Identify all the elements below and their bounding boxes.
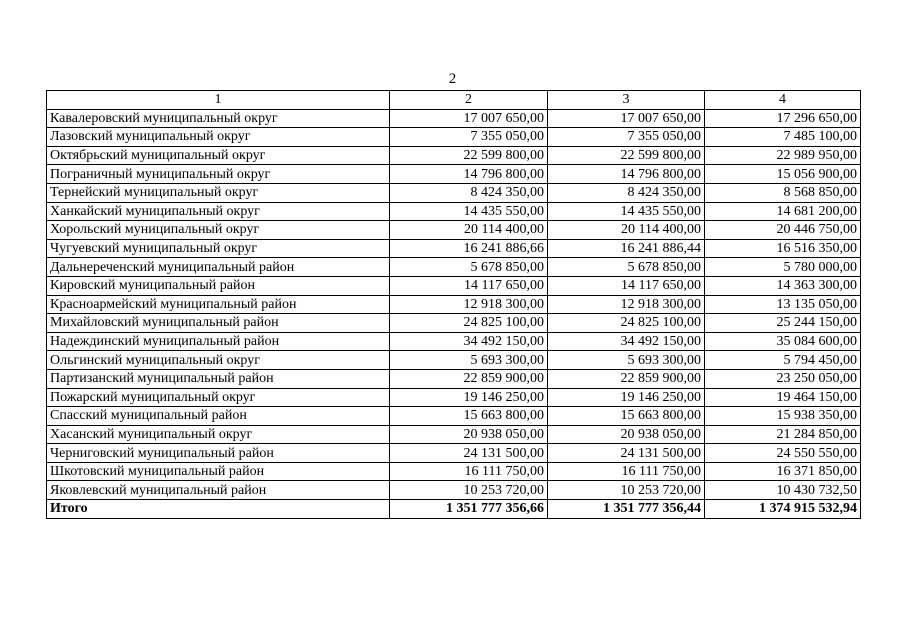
value-col-3: 14 435 550,00 <box>548 202 705 221</box>
column-header-2: 2 <box>390 91 548 110</box>
value-col-4: 16 371 850,00 <box>705 462 861 481</box>
value-col-3: 12 918 300,00 <box>548 295 705 314</box>
table-row <box>47 481 861 500</box>
table-row <box>47 462 861 481</box>
municipality-name: Спасский муниципальный район <box>47 407 390 426</box>
value-col-2: 17 007 650,00 <box>390 109 548 128</box>
value-col-3: 8 424 350,00 <box>548 183 705 202</box>
table-row <box>47 165 861 184</box>
municipality-name: Дальнереченский муниципальный район <box>47 258 390 277</box>
value-col-4: 16 516 350,00 <box>705 239 861 258</box>
value-col-3: 7 355 050,00 <box>548 128 705 147</box>
value-col-2: 8 424 350,00 <box>390 183 548 202</box>
municipality-name: Пограничный муниципальный округ <box>47 165 390 184</box>
table-row <box>47 351 861 370</box>
municipality-name: Хасанский муниципальный округ <box>47 425 390 444</box>
value-col-3: 16 241 886,44 <box>548 239 705 258</box>
total-col-2: 1 351 777 356,66 <box>390 500 548 519</box>
total-row <box>47 500 861 519</box>
table-row <box>47 221 861 240</box>
value-col-2: 22 599 800,00 <box>390 146 548 165</box>
value-col-4: 35 084 600,00 <box>705 332 861 351</box>
value-col-3: 19 146 250,00 <box>548 388 705 407</box>
value-col-4: 8 568 850,00 <box>705 183 861 202</box>
table-row <box>47 295 861 314</box>
value-col-2: 7 355 050,00 <box>390 128 548 147</box>
value-col-2: 14 435 550,00 <box>390 202 548 221</box>
value-col-3: 17 007 650,00 <box>548 109 705 128</box>
value-col-3: 16 111 750,00 <box>548 462 705 481</box>
value-col-4: 24 550 550,00 <box>705 444 861 463</box>
value-col-3: 5 693 300,00 <box>548 351 705 370</box>
table-row <box>47 369 861 388</box>
value-col-4: 23 250 050,00 <box>705 369 861 388</box>
value-col-4: 5 794 450,00 <box>705 351 861 370</box>
table-row <box>47 146 861 165</box>
municipality-name: Ханкайский муниципальный округ <box>47 202 390 221</box>
municipality-name: Чугуевский муниципальный округ <box>47 239 390 258</box>
value-col-2: 15 663 800,00 <box>390 407 548 426</box>
value-col-4: 10 430 732,50 <box>705 481 861 500</box>
table-row <box>47 388 861 407</box>
municipality-name: Ольгинский муниципальный округ <box>47 351 390 370</box>
table-row <box>47 183 861 202</box>
value-col-3: 15 663 800,00 <box>548 407 705 426</box>
municipality-name: Красноармейский муниципальный район <box>47 295 390 314</box>
municipality-name: Яковлевский муниципальный район <box>47 481 390 500</box>
table-row <box>47 202 861 221</box>
table-row <box>47 276 861 295</box>
value-col-4: 13 135 050,00 <box>705 295 861 314</box>
municipality-name: Надеждинский муниципальный район <box>47 332 390 351</box>
value-col-2: 19 146 250,00 <box>390 388 548 407</box>
value-col-2: 16 111 750,00 <box>390 462 548 481</box>
value-col-4: 14 363 300,00 <box>705 276 861 295</box>
value-col-3: 20 114 400,00 <box>548 221 705 240</box>
value-col-2: 14 796 800,00 <box>390 165 548 184</box>
value-col-2: 22 859 900,00 <box>390 369 548 388</box>
value-col-4: 25 244 150,00 <box>705 314 861 333</box>
municipality-name: Михайловский муниципальный район <box>47 314 390 333</box>
value-col-2: 14 117 650,00 <box>390 276 548 295</box>
total-col-3: 1 351 777 356,44 <box>548 500 705 519</box>
column-header-1: 1 <box>47 91 390 110</box>
table-row <box>47 407 861 426</box>
table-row <box>47 258 861 277</box>
table-row <box>47 444 861 463</box>
value-col-3: 24 825 100,00 <box>548 314 705 333</box>
value-col-4: 17 296 650,00 <box>705 109 861 128</box>
value-col-3: 20 938 050,00 <box>548 425 705 444</box>
value-col-2: 20 114 400,00 <box>390 221 548 240</box>
value-col-2: 5 693 300,00 <box>390 351 548 370</box>
value-col-2: 16 241 886,66 <box>390 239 548 258</box>
total-label: Итого <box>47 500 390 519</box>
table-row <box>47 332 861 351</box>
budget-table <box>46 90 861 519</box>
table-row <box>47 128 861 147</box>
value-col-3: 5 678 850,00 <box>548 258 705 277</box>
total-col-4: 1 374 915 532,94 <box>705 500 861 519</box>
value-col-4: 7 485 100,00 <box>705 128 861 147</box>
municipality-name: Кавалеровский муниципальный округ <box>47 109 390 128</box>
value-col-2: 12 918 300,00 <box>390 295 548 314</box>
table-row <box>47 314 861 333</box>
municipality-name: Лазовский муниципальный округ <box>47 128 390 147</box>
municipality-name: Пожарский муниципальный округ <box>47 388 390 407</box>
value-col-4: 15 938 350,00 <box>705 407 861 426</box>
value-col-3: 22 599 800,00 <box>548 146 705 165</box>
municipality-name: Октябрьский муниципальный округ <box>47 146 390 165</box>
municipality-name: Тернейский муниципальный округ <box>47 183 390 202</box>
value-col-4: 19 464 150,00 <box>705 388 861 407</box>
column-number-row <box>47 91 861 110</box>
municipality-name: Партизанский муниципальный район <box>47 369 390 388</box>
value-col-3: 14 117 650,00 <box>548 276 705 295</box>
column-header-4: 4 <box>705 91 861 110</box>
municipality-name: Кировский муниципальный район <box>47 276 390 295</box>
municipality-name: Хорольский муниципальный округ <box>47 221 390 240</box>
value-col-3: 14 796 800,00 <box>548 165 705 184</box>
value-col-2: 24 131 500,00 <box>390 444 548 463</box>
municipality-name: Шкотовский муниципальный район <box>47 462 390 481</box>
table-body <box>47 109 861 518</box>
municipality-name: Черниговский муниципальный район <box>47 444 390 463</box>
value-col-4: 22 989 950,00 <box>705 146 861 165</box>
value-col-3: 10 253 720,00 <box>548 481 705 500</box>
value-col-4: 20 446 750,00 <box>705 221 861 240</box>
value-col-2: 10 253 720,00 <box>390 481 548 500</box>
value-col-4: 5 780 000,00 <box>705 258 861 277</box>
table-row <box>47 109 861 128</box>
value-col-2: 34 492 150,00 <box>390 332 548 351</box>
value-col-3: 24 131 500,00 <box>548 444 705 463</box>
value-col-3: 34 492 150,00 <box>548 332 705 351</box>
page-number: 2 <box>448 71 457 87</box>
table-row <box>47 425 861 444</box>
value-col-2: 20 938 050,00 <box>390 425 548 444</box>
value-col-4: 21 284 850,00 <box>705 425 861 444</box>
value-col-2: 24 825 100,00 <box>390 314 548 333</box>
value-col-4: 14 681 200,00 <box>705 202 861 221</box>
value-col-4: 15 056 900,00 <box>705 165 861 184</box>
table-row <box>47 239 861 258</box>
value-col-2: 5 678 850,00 <box>390 258 548 277</box>
column-header-3: 3 <box>548 91 705 110</box>
value-col-3: 22 859 900,00 <box>548 369 705 388</box>
